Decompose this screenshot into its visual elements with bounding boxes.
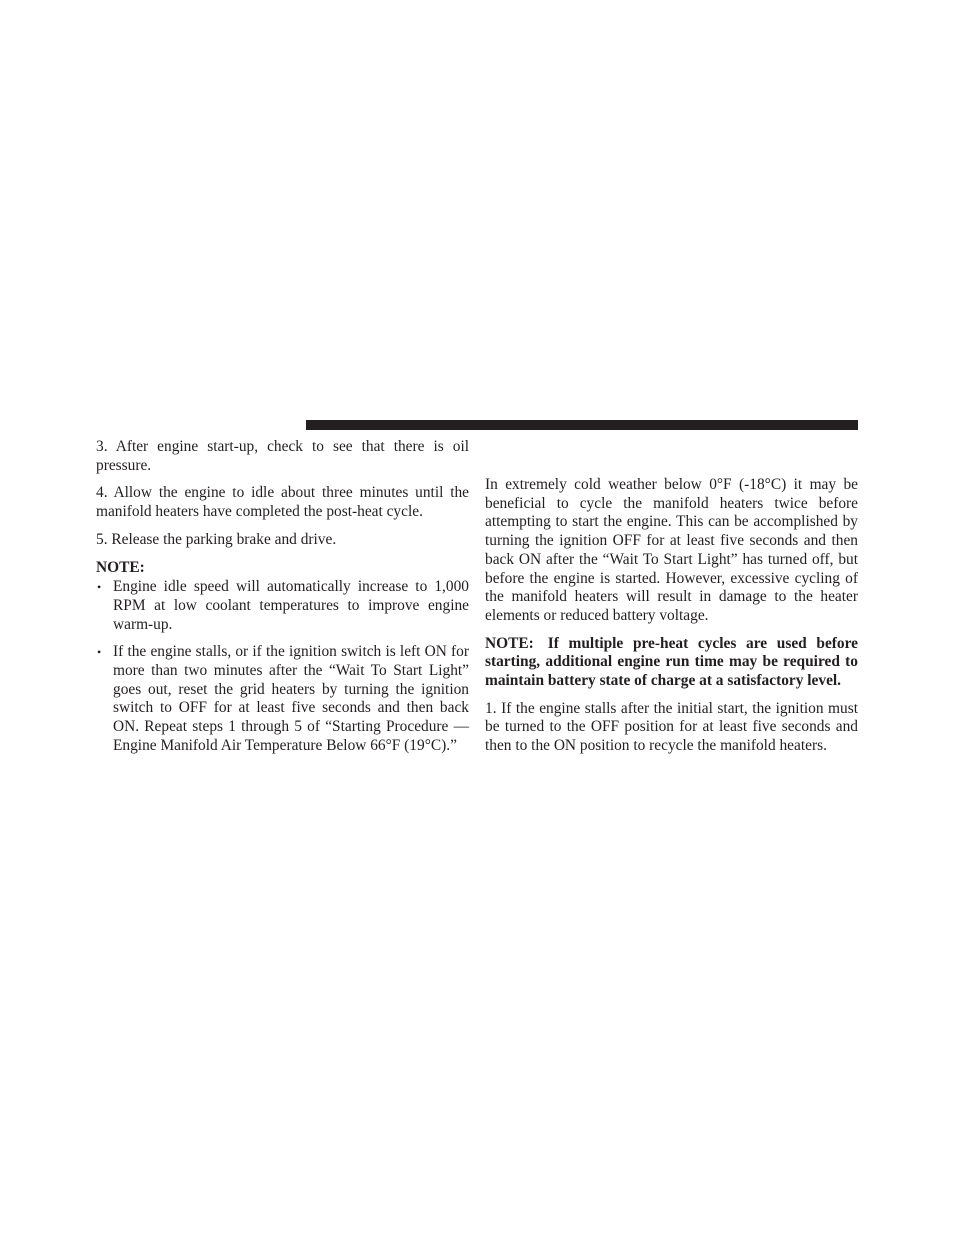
left-column (96, 438, 469, 765)
bold-note (485, 635, 858, 691)
list-item (96, 578, 469, 634)
bullet-icon: • (97, 580, 102, 595)
bullet-text: Engine idle speed will automatically increase to 1,000 RPM at low coolant temperatures to improve engine warm-up. (113, 578, 469, 633)
step-1-text: 1. If the engine stalls after the initial start, the ignition must be turned to the OFF position for at least five seconds and then to the ON position to recycle the manifold heaters. (485, 699, 858, 755)
section-header-bar (306, 420, 858, 430)
note-text: If multiple pre-heat cycles are used before starting, additional engine run time may be required to maintain battery state of charge at a satisfactory level. (485, 634, 858, 690)
list-item (96, 643, 469, 755)
cold-weather-paragraph: In extremely cold weather below 0°F (-18°C) it may be beneficial to cycle the manifold heaters twice before attempting to start the engine. This can be accomplished by turning the ignition OFF for at least five seconds and then back ON after the “Wait To Start Light” has turned off, but before the engine is started. However, excessive cycling of the manifold heaters will result in damage to the heater elements or reduced battery voltage. (485, 476, 858, 624)
note-label: NOTE: (96, 558, 145, 576)
bullet-icon: • (97, 645, 102, 660)
bullet-text: If the engine stalls, or if the ignition switch is left ON for more than two minutes after the “Wait To Start Light” goes out, reset the grid heaters by turning the ignition switch to OFF for at least five seconds and then back ON. Repeat steps 1 through 5 of “Starting Procedure — Engine Manifold Air Temperature Below 66°F (19°C).” (113, 643, 469, 754)
note-bullet-list (96, 578, 469, 755)
step-4-text: 4. Allow the engine to idle about three minutes until the manifold heaters have completed the post-heat cycle. (96, 484, 469, 521)
step-5-text: 5. Release the parking brake and drive. (96, 530, 337, 548)
right-column (485, 476, 858, 765)
step-3-text: 3. After engine start-up, check to see that there is oil pressure. (96, 438, 469, 474)
note-label: NOTE: (485, 634, 534, 652)
